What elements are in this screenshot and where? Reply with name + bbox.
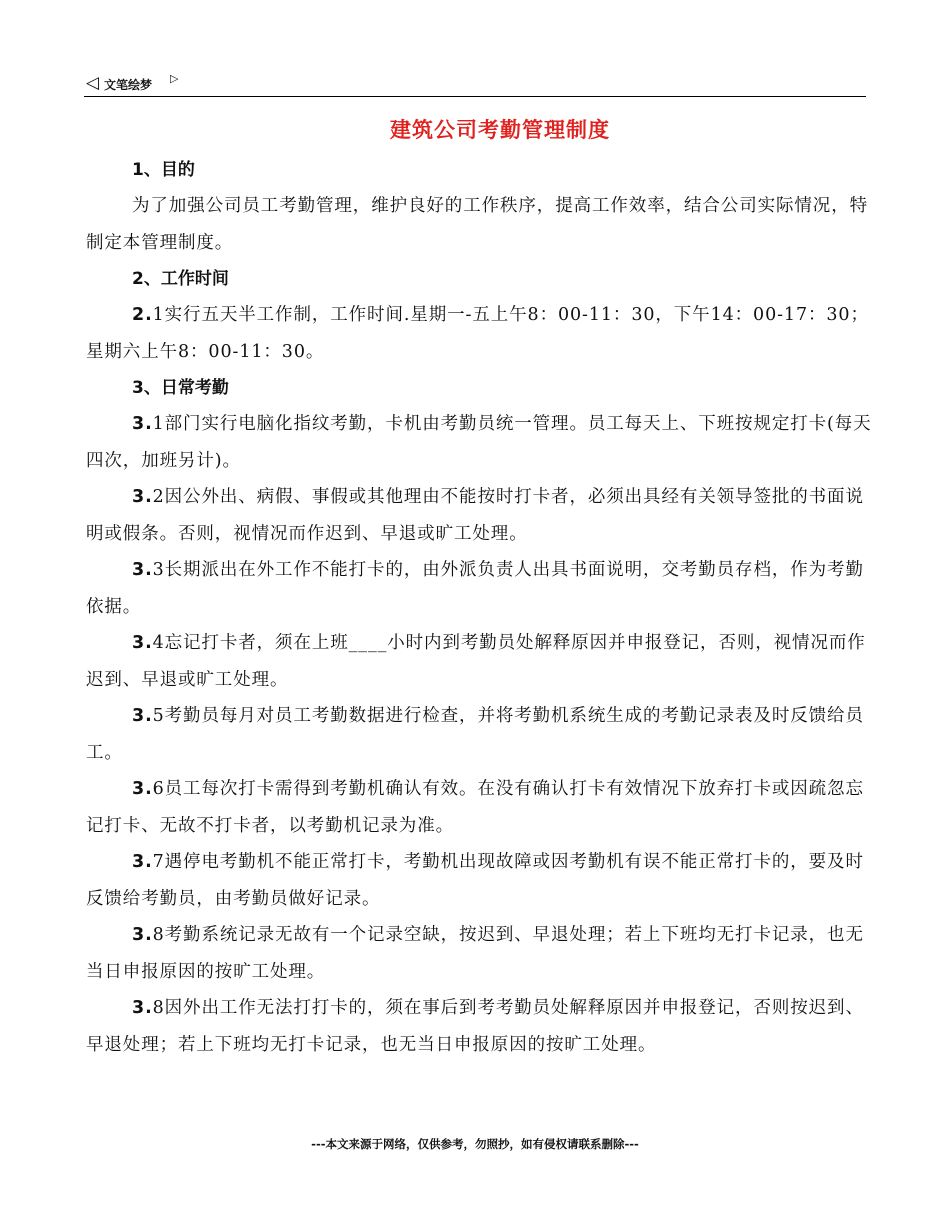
clause-number: 3. [132, 633, 153, 653]
paragraph: 3.6员工每次打卡需得到考勤机确认有效。在没有确认打卡有效情况下放弃打卡或因疏忽忘记打卡、无故不打卡者，以考勤机记录为准。 [86, 779, 864, 836]
clause-number: 3. [132, 998, 153, 1018]
document-body [86, 152, 876, 1063]
paragraph: 3.2因公外出、病假、事假或其他理由不能按时打卡者，必须出具经有关领导签批的书面说明或假条。否则，视情况而作迟到、早退或旷工处理。 [86, 487, 864, 544]
page-header [84, 72, 866, 97]
clause-number: 2. [132, 305, 153, 325]
paragraph: 2.1实行五天半工作制，工作时间.星期一-五上午8：00-11：30，下午14：00-17：30；星期六上午8：00-11：30。 [86, 305, 869, 362]
left-triangle-icon: ◁ [86, 73, 100, 93]
paragraph: 3.7遇停电考勤机不能正常打卡，考勤机出现故障或因考勤机有误不能正常打卡的，要及时反馈给考勤员，由考勤员做好记录。 [86, 852, 864, 909]
section-heading-attendance: 3、日常考勤 [132, 378, 229, 398]
clause-number: 3. [132, 706, 153, 726]
paragraph: 为了加强公司员工考勤管理，维护良好的工作秩序，提高工作效率，结合公司实际情况，特制定本管理制度。 [86, 196, 868, 253]
right-triangle-icon: ▷ [170, 72, 179, 85]
paragraph: 3.8因外出工作无法打打卡的，须在事后到考考勤员处解释原因并申报登记，否则按迟到、早退处理；若上下班均无打卡记录，也无当日申报原因的按旷工处理。 [86, 998, 864, 1055]
clause-number: 3. [132, 560, 153, 580]
paragraph: 3.4忘记打卡者，须在上班____小时内到考勤员处解释原因并申报登记，否则，视情况而作迟到、早退或旷工处理。 [86, 633, 866, 690]
header-brand: 文笔绘梦 [104, 78, 153, 92]
clause-number: 3. [132, 414, 153, 434]
clause-number: 3. [132, 925, 153, 945]
section-heading-purpose: 1、目的 [132, 160, 195, 180]
paragraph: 3.5考勤员每月对员工考勤数据进行检查，并将考勤机系统生成的考勤记录表及时反馈给员工。 [86, 706, 864, 763]
clause-number: 3. [132, 487, 153, 507]
clause-number: 3. [132, 852, 153, 872]
paragraph: 3.8考勤系统记录无故有一个记录空缺，按迟到、早退处理；若上下班均无打卡记录，也无当日申报原因的按旷工处理。 [86, 925, 864, 982]
page-footer-disclaimer: ---本文来源于网络，仅供参考，勿照抄，如有侵权请联系删除--- [311, 1137, 639, 1151]
clause-number: 3. [132, 779, 153, 799]
section-heading-work-hours: 2、工作时间 [132, 269, 229, 289]
paragraph: 3.3长期派出在外工作不能打卡的，由外派负责人出具书面说明，交考勤员存档，作为考勤依据。 [86, 560, 864, 617]
document-title: 建筑公司考勤管理制度 [390, 118, 610, 142]
paragraph: 3.1部门实行电脑化指纹考勤，卡机由考勤员统一管理。员工每天上、下班按规定打卡(每天四次，加班另计)。 [86, 414, 872, 471]
